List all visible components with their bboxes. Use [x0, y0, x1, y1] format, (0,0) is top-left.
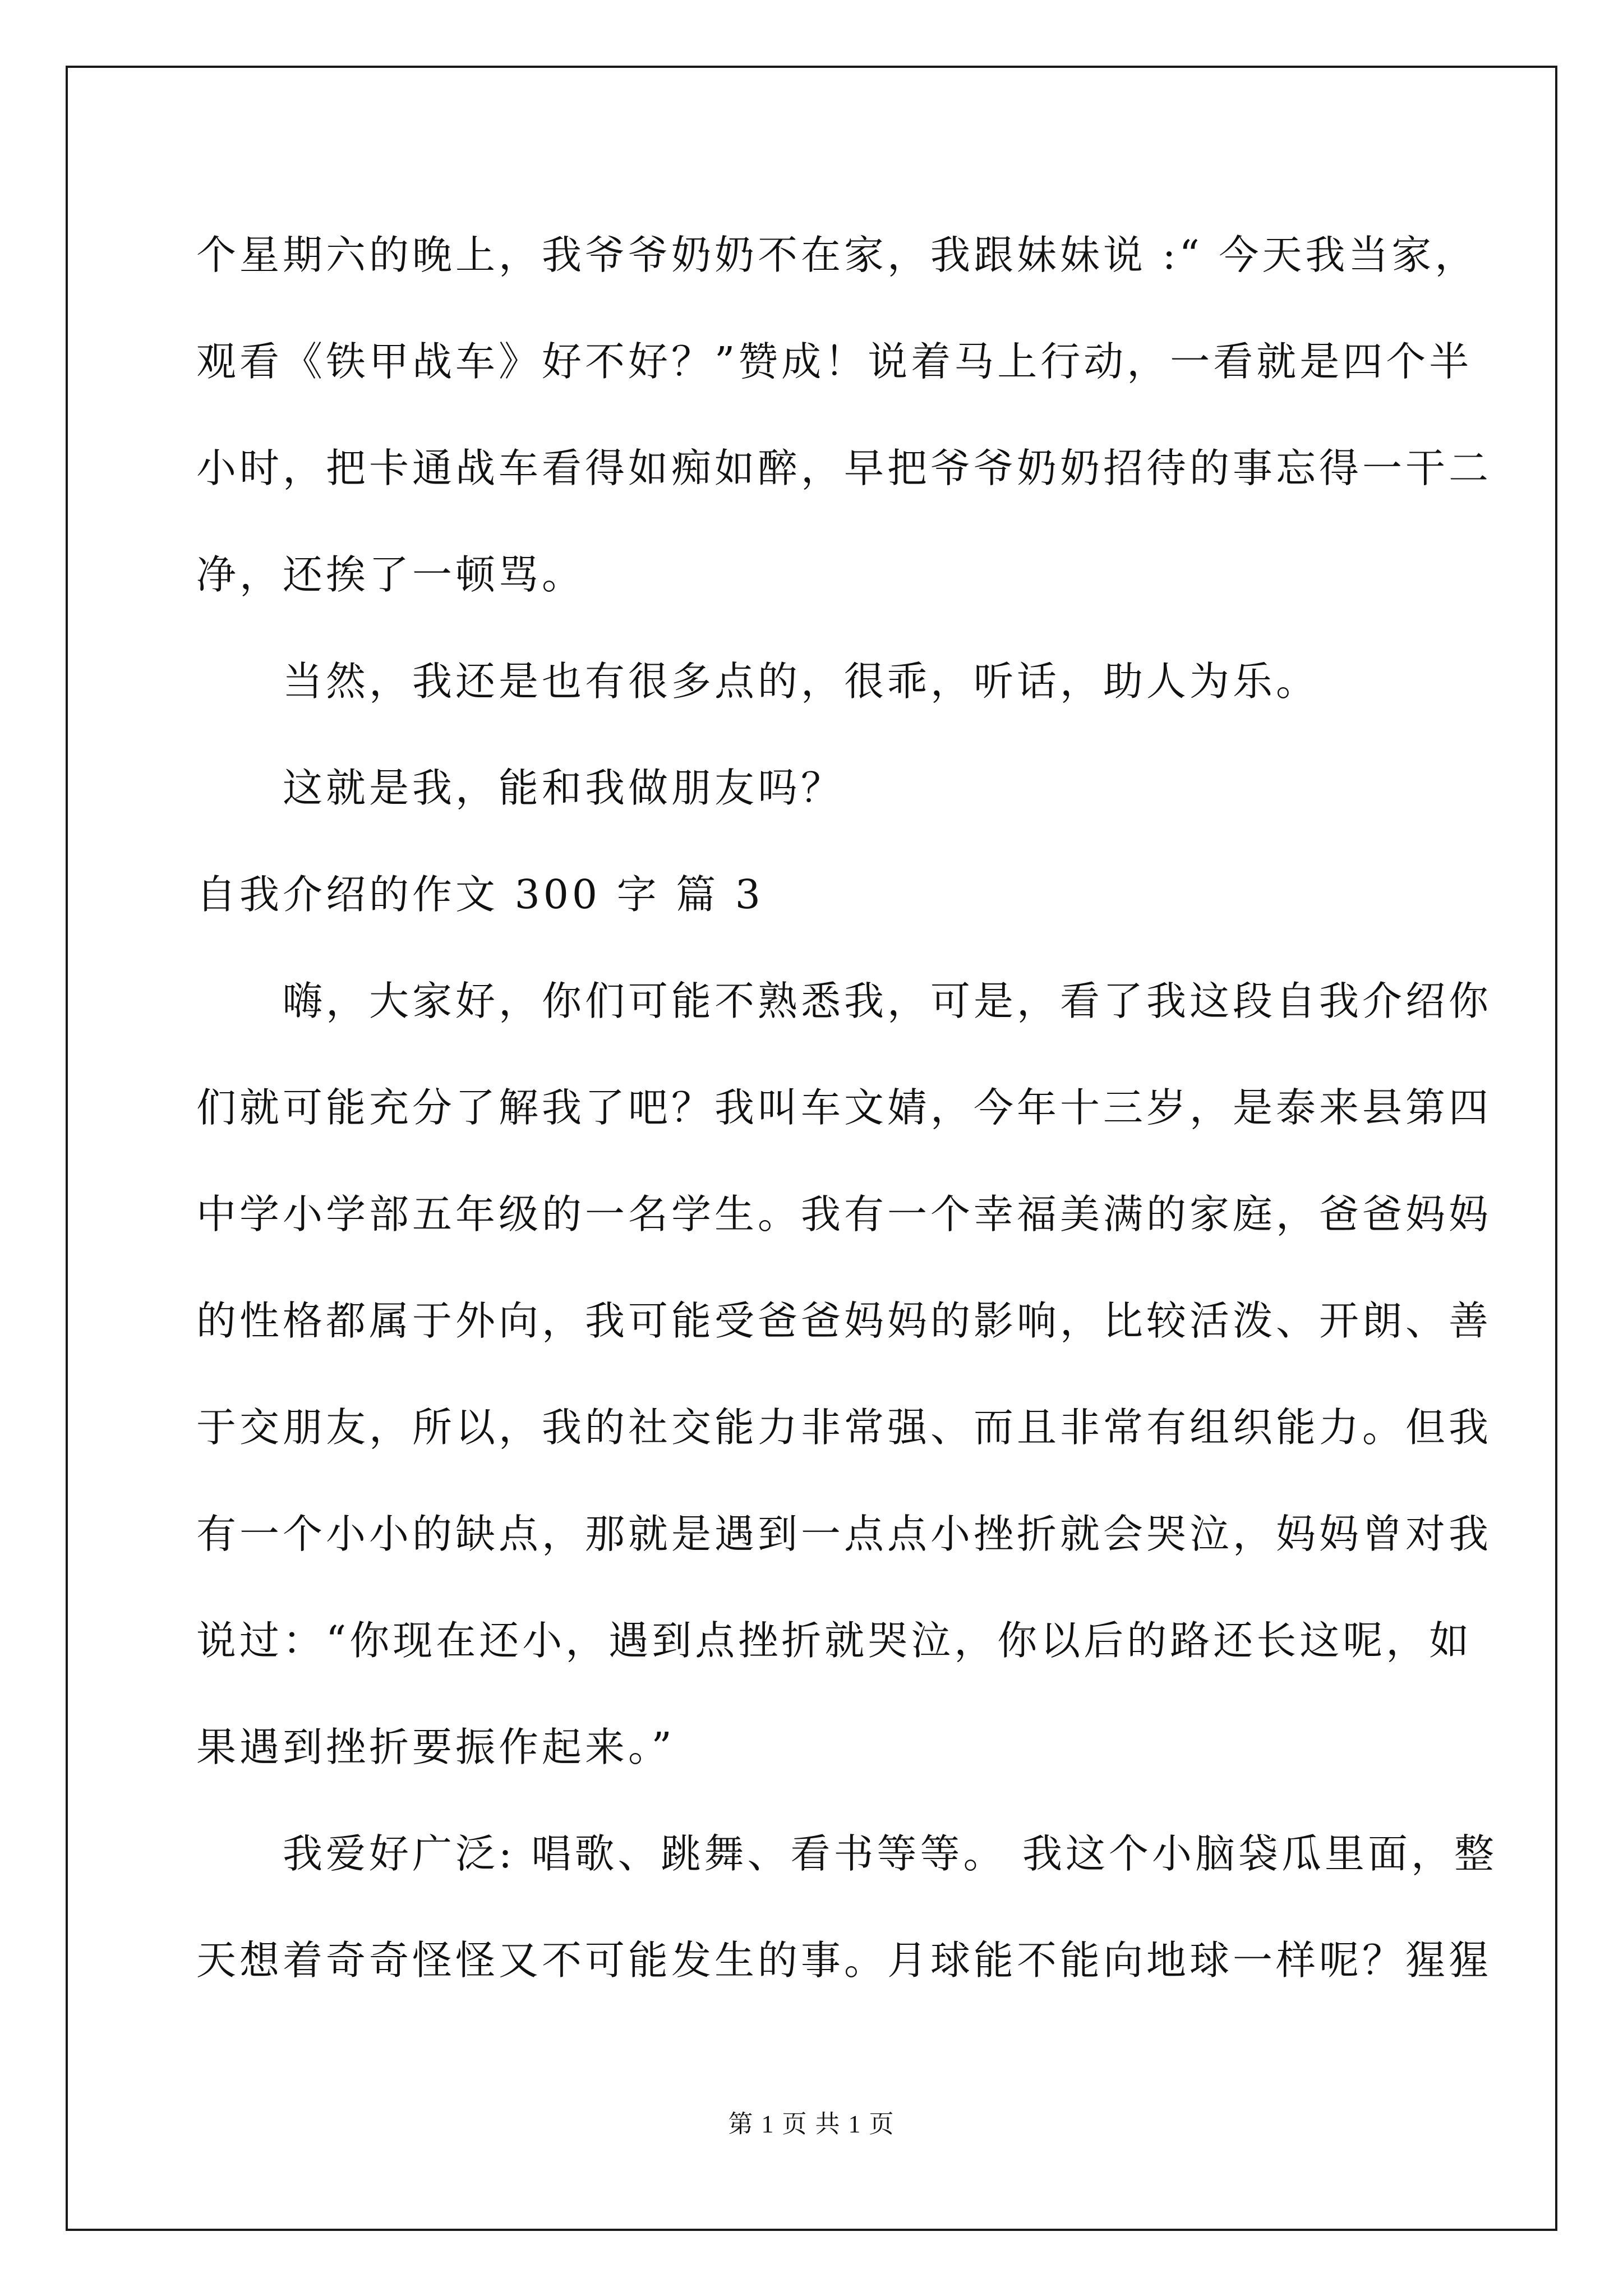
text-line: 当然，我还是也有很多点的，很乖，听话，助人为乐。	[196, 658, 1320, 705]
text-line: 果遇到挫折要振作起来。”	[196, 1724, 675, 1770]
text-line: 的性格都属于外向，我可能受爸爸妈妈的影响，比较活泼、开朗、善	[196, 1297, 1492, 1344]
text-line: 净，还挨了一顿骂。	[196, 551, 585, 598]
text-line: 嗨，大家好，你们可能不熟悉我，可是，看了我这段自我介绍你	[196, 978, 1492, 1024]
text-line: 小时，把卡通战车看得如痴如醉，早把爷爷奶奶招待的事忘得一干二	[196, 445, 1492, 491]
page-footer: 第 1 页 共 1 页	[728, 2110, 895, 2138]
text-line: 于交朋友，所以，我的社交能力非常强、而且非常有组织能力。但我	[196, 1404, 1492, 1451]
text-line: 说过：“你现在还小，遇到点挫折就哭泣，你以后的路还长这呢，如	[196, 1617, 1473, 1664]
text-line: 这就是我，能和我做朋友吗？	[196, 765, 845, 811]
text-line: 个星期六的晚上，我爷爷奶奶不在家，我跟妹妹说 :“ 今天我当家，	[196, 232, 1478, 278]
text-line: 我爱好广泛: 唱歌、跳舞、看书等等。 我这个小脑袋瓜里面，整	[196, 1830, 1498, 1877]
text-line: 们就可能充分了解我了吧？我叫车文婧，今年十三岁，是泰来县第四	[196, 1084, 1492, 1131]
text-line: 天想着奇奇怪怪又不可能发生的事。月球能不能向地球一样呢？猩猩	[196, 1937, 1492, 1984]
text-line: 观看《铁甲战车》好不好？”赞成！说着马上行动，一看就是四个半	[196, 338, 1473, 385]
text-line: 中学小学部五年级的一名学生。我有一个幸福美满的家庭，爸爸妈妈	[196, 1191, 1492, 1237]
text-line: 有一个小小的缺点，那就是遇到一点点小挫折就会哭泣，妈妈曾对我	[196, 1511, 1492, 1557]
section-heading: 自我介绍的作文 300 字 篇 3	[196, 871, 764, 918]
document-body	[196, 202, 1498, 2014]
